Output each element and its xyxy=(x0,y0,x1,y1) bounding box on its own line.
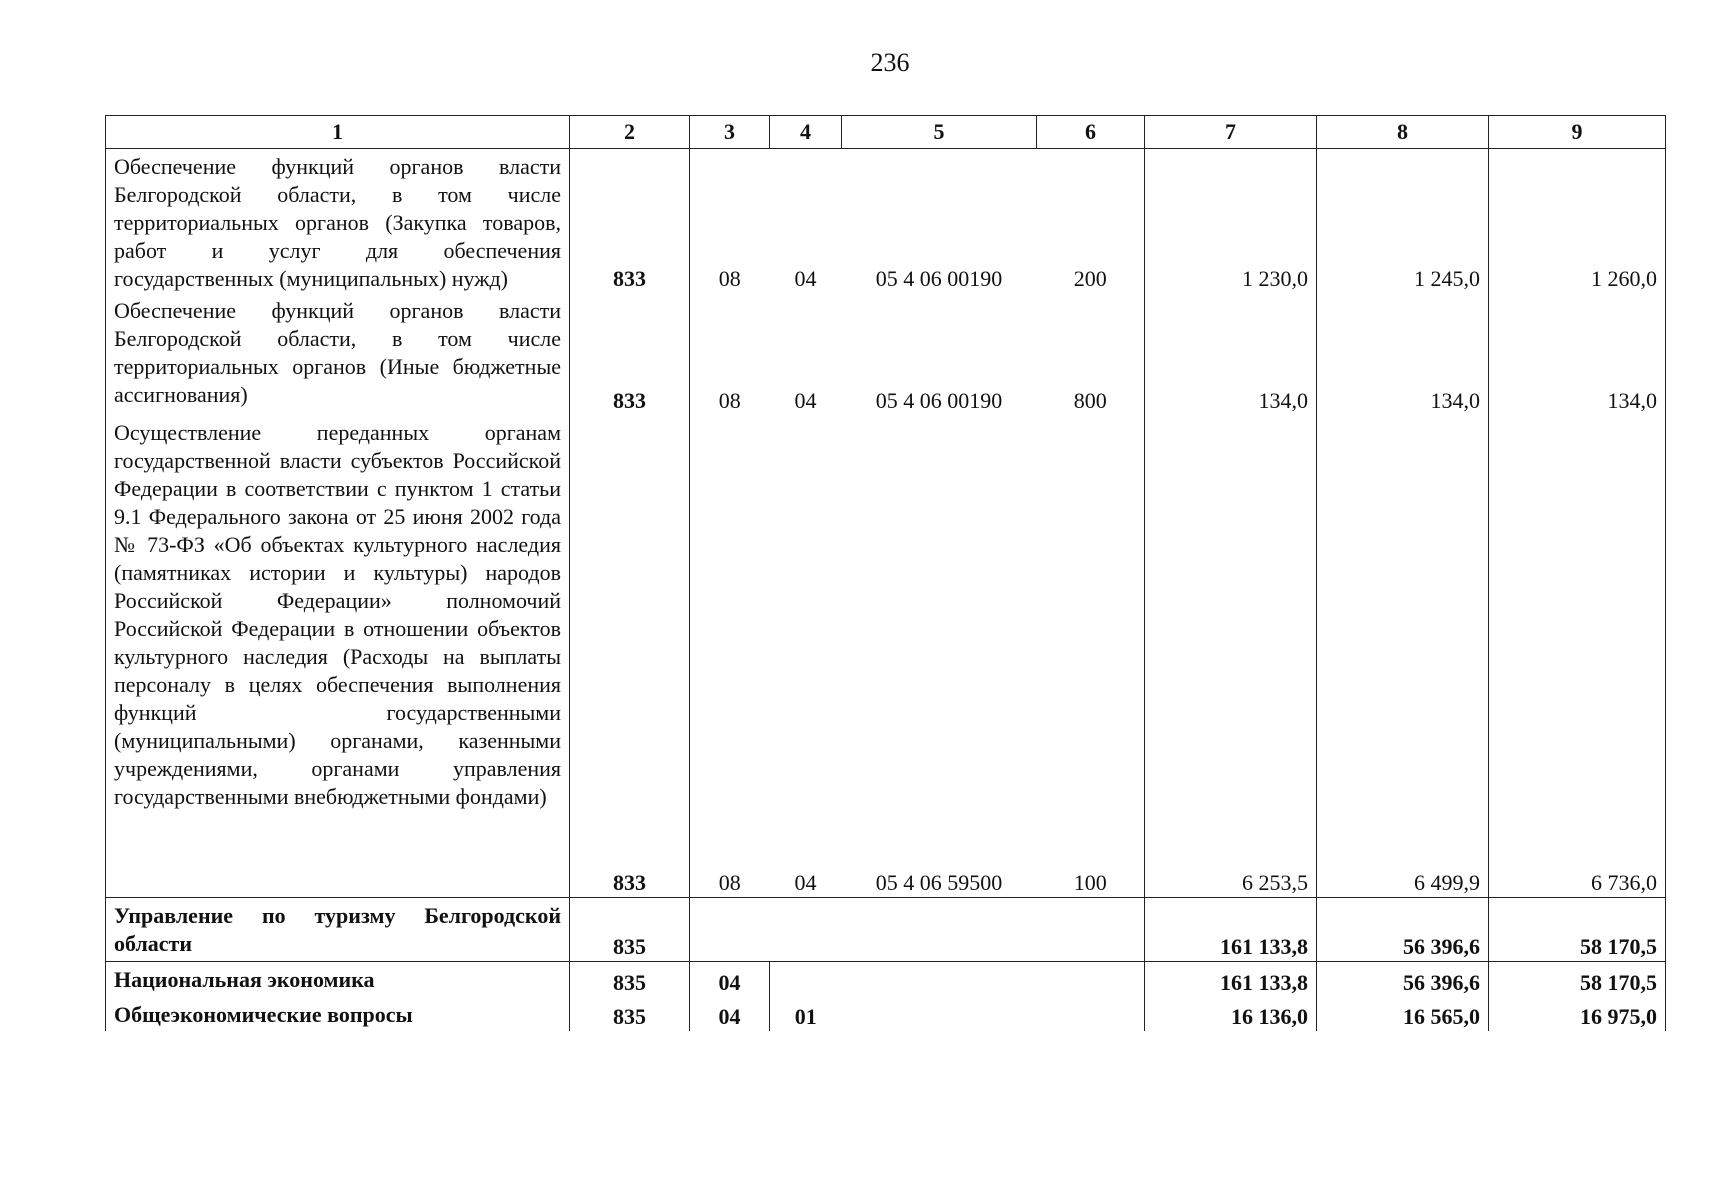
amount-year-2: 1 245,0 xyxy=(1317,149,1489,294)
csr-code: 05 4 06 00190 xyxy=(875,388,1003,413)
amount-year-3: 16 975,0 xyxy=(1489,997,1666,1031)
column-header-2: 2 xyxy=(570,116,690,149)
budget-table xyxy=(105,115,1666,1031)
amount-year-2: 16 565,0 xyxy=(1317,997,1489,1031)
rz-code: 08 xyxy=(690,293,770,415)
column-header-8: 8 xyxy=(1317,116,1489,149)
amount-year-1: 161 133,8 xyxy=(1145,897,1317,961)
csr-code: 05 4 06 59500 xyxy=(875,869,1003,895)
rz-code xyxy=(690,897,770,961)
pr-code: 04 xyxy=(794,869,817,895)
gr-code: 835 xyxy=(570,997,690,1031)
vr-code: 800 xyxy=(1037,293,1145,415)
rz-code: 08 xyxy=(690,415,770,897)
column-header-6: 6 xyxy=(1037,116,1145,149)
row-name: Осуществление переданных органам государственной власти субъектов Российской Федерации в соответствии с пунктом 1 статьи 9.1 Федерального закона от 25 июня 2002 года № 73-ФЗ «Об объектах культурного наследия (памятниках истории и культуры) народов Российской Федерации» полномочий Российской Федерации в отношении объектов культурного наследия (Расходы на выплаты персоналу в целях обеспечения выполнения функций государственными (муниципальными) органами, казенными учреждениями, органами управления государственными внебюджетными фондами) xyxy=(106,415,570,897)
amount-year-2: 56 396,6 xyxy=(1317,961,1489,997)
column-header-1: 1 xyxy=(106,116,570,149)
amount-year-1: 134,0 xyxy=(1145,293,1317,415)
amount-year-1: 16 136,0 xyxy=(1145,997,1317,1031)
amount-year-2: 134,0 xyxy=(1317,293,1489,415)
gr-code: 835 xyxy=(570,961,690,997)
vr-code: 100 xyxy=(1037,415,1145,897)
csr-code: 05 4 06 00190 xyxy=(875,266,1003,291)
amount-year-1: 161 133,8 xyxy=(1145,961,1317,997)
pr-code: 04 xyxy=(794,266,817,291)
table-row xyxy=(106,961,1666,997)
gr-code: 833 xyxy=(570,415,690,897)
vr-code: 200 xyxy=(1037,149,1145,294)
table-row xyxy=(106,897,1666,961)
amount-year-2: 6 499,9 xyxy=(1317,415,1489,897)
csr-code xyxy=(842,897,1037,961)
table-row xyxy=(106,997,1666,1031)
gr-code: 833 xyxy=(570,149,690,294)
table-row xyxy=(106,293,1666,415)
row-name: Управление по туризму Белгородской области xyxy=(106,897,570,961)
table-header-row xyxy=(106,116,1666,149)
pr-code: 01 xyxy=(794,1004,817,1029)
pr-code: 04 xyxy=(794,388,817,413)
column-header-5: 5 xyxy=(842,116,1037,149)
vr-code xyxy=(1037,897,1145,961)
amount-year-1: 1 230,0 xyxy=(1145,149,1317,294)
amount-year-1: 6 253,5 xyxy=(1145,415,1317,897)
amount-year-3: 134,0 xyxy=(1489,293,1666,415)
row-name: Обеспечение функций органов власти Белгородской области, в том числе территориальных органов (Иные бюджетные ассигнования) xyxy=(106,293,570,415)
csr-code xyxy=(842,961,1037,997)
pr-code xyxy=(770,961,842,997)
row-name: Национальная экономика xyxy=(106,961,570,997)
amount-year-3: 6 736,0 xyxy=(1489,415,1666,897)
rz-code: 08 xyxy=(690,149,770,294)
amount-year-3: 58 170,5 xyxy=(1489,897,1666,961)
rz-code: 04 xyxy=(690,997,770,1031)
column-header-3: 3 xyxy=(690,116,770,149)
column-header-4: 4 xyxy=(770,116,842,149)
row-name: Общеэкономические вопросы xyxy=(106,997,570,1031)
amount-year-3: 1 260,0 xyxy=(1489,149,1666,294)
table-row xyxy=(106,149,1666,294)
table-row xyxy=(106,415,1666,897)
rz-code: 04 xyxy=(690,961,770,997)
row-name: Обеспечение функций органов власти Белгородской области, в том числе территориальных органов (Закупка товаров, работ и услуг для обеспечения государственных (муниципальных) нужд) xyxy=(106,149,570,294)
vr-code xyxy=(1037,961,1145,997)
gr-code: 835 xyxy=(570,897,690,961)
amount-year-2: 56 396,6 xyxy=(1317,897,1489,961)
csr-code xyxy=(842,997,1037,1031)
pr-code xyxy=(770,897,842,961)
gr-code: 833 xyxy=(570,293,690,415)
amount-year-3: 58 170,5 xyxy=(1489,961,1666,997)
vr-code xyxy=(1037,997,1145,1031)
column-header-7: 7 xyxy=(1145,116,1317,149)
column-header-9: 9 xyxy=(1489,116,1666,149)
page-number: 236 xyxy=(870,48,910,77)
